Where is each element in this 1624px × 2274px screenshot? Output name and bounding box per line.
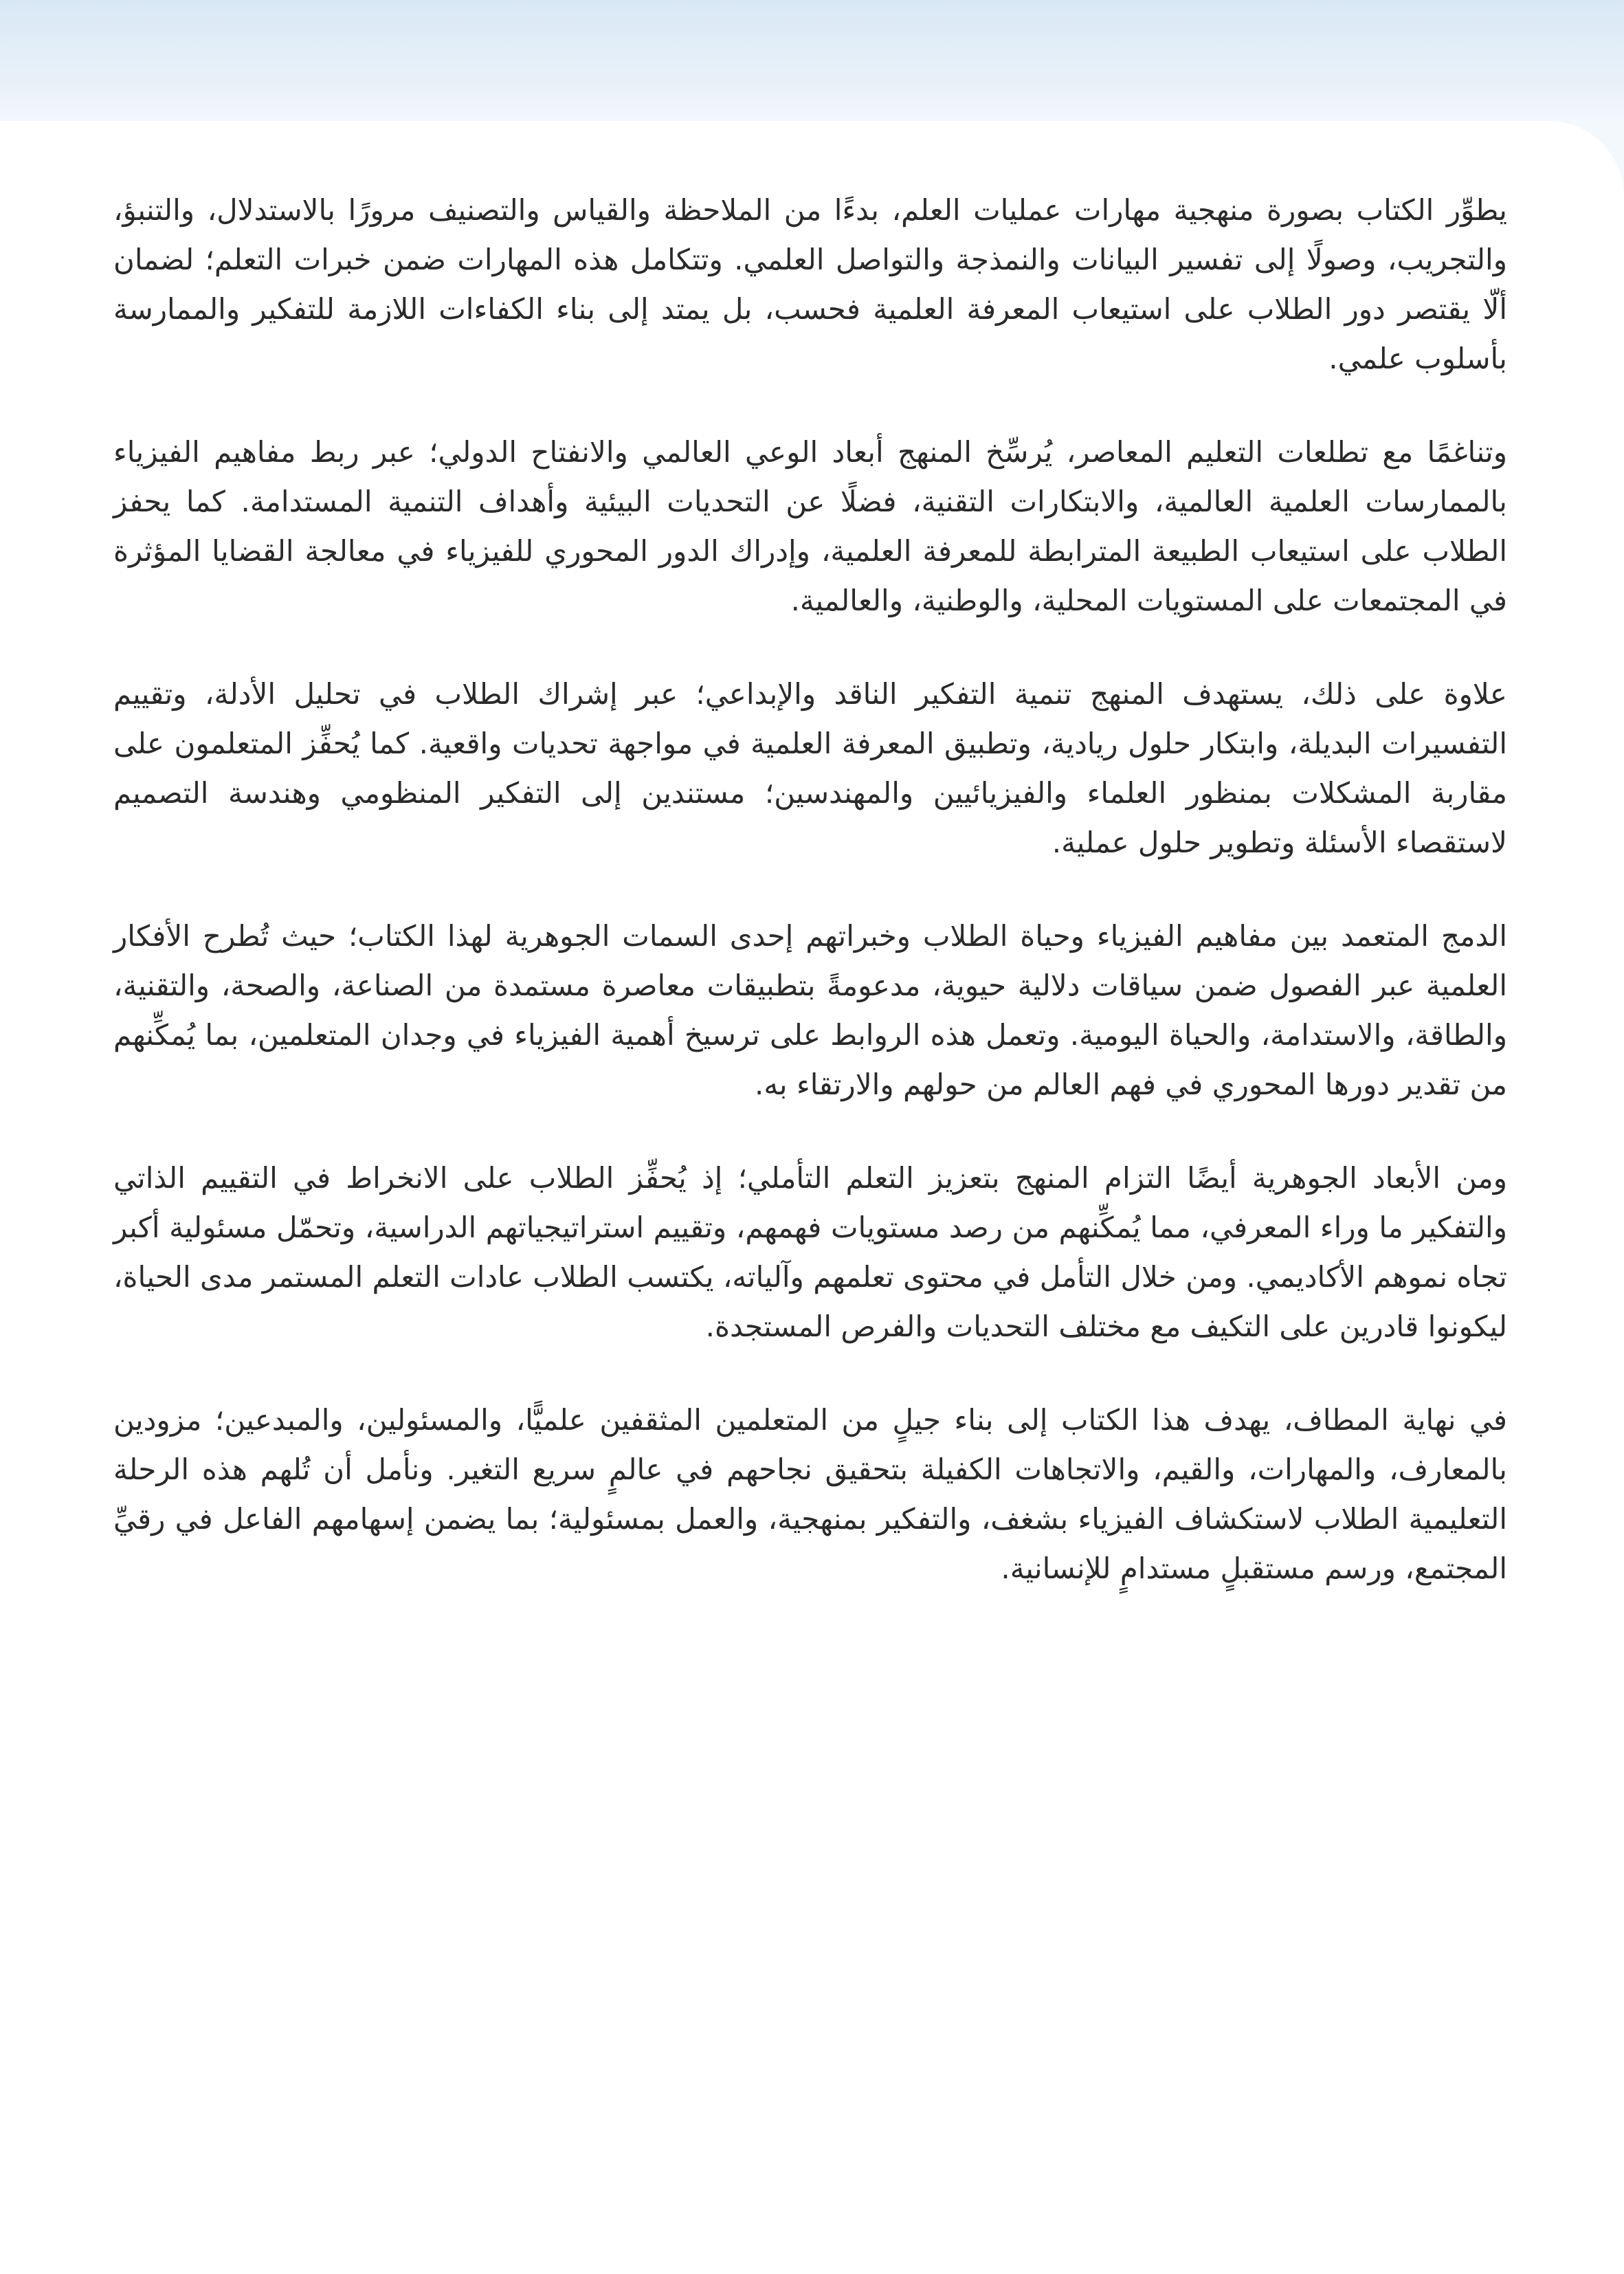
document-body xyxy=(113,186,1507,1637)
paragraph-4: الدمج المتعمد بين مفاهيم الفيزياء وحياة الطلاب وخبراتهم إحدى السمات الجوهرية لهذا الكتاب؛ حيث تُطرح الأفكار العلمية عبر الفصول ضمن سياقات دلالية حيوية، مدعومةً بتطبيقات معاصرة مستمدة من الصناعة، والصحة، والتقنية، والطاقة، والاستدامة، والحياة اليومية. وتعمل هذه الروابط على ترسيخ أهمية الفيزياء في وجدان المتعلمين، بما يُمكِّنهم من تقدير دورها المحوري في فهم العالم من حولهم والارتقاء به. xyxy=(113,919,1507,1101)
paragraph-6: في نهاية المطاف، يهدف هذا الكتاب إلى بناء جيلٍ من المتعلمين المثقفين علميًّا، والمسئولين، والمبدعين؛ مزودين بالمعارف، والمهارات، والقيم، والاتجاهات الكفيلة بتحقيق نجاحهم في عالمٍ سريع التغير. ونأمل أن تُلهم هذه الرحلة التعليمية الطلاب لاستكشاف الفيزياء بشغف، والتفكير بمنهجية، والعمل بمسئولية؛ بما يضمن إسهامهم الفاعل في رقيِّ المجتمع، ورسم مستقبلٍ مستدامٍ للإنسانية. xyxy=(113,1403,1507,1585)
paragraph-2: وتناغمًا مع تطلعات التعليم المعاصر، يُرسِّخ المنهج أبعاد الوعي العالمي والانفتاح الدولي؛ عبر ربط مفاهيم الفيزياء بالممارسات العلمية العالمية، والابتكارات التقنية، فضلًا عن التحديات البيئية وأهداف التنمية المستدامة. كما يحفز الطلاب على استيعاب الطبيعة المترابطة للمعرفة العلمية، وإدراك الدور المحوري للفيزياء في معالجة القضايا المؤثرة في المجتمعات على المستويات المحلية، والوطنية، والعالمية. xyxy=(113,435,1507,617)
paragraph-1: يطوِّر الكتاب بصورة منهجية مهارات عمليات العلم، بدءًا من الملاحظة والقياس والتصنيف مرورًا بالاستدلال، والتنبؤ، والتجريب، وصولًا إلى تفسير البيانات والنمذجة والتواصل العلمي. وتتكامل هذه المهارات ضمن خبرات التعلم؛ لضمان ألّا يقتصر دور الطلاب على استيعاب المعرفة العلمية فحسب، بل يمتد إلى بناء الكفاءات اللازمة للتفكير والممارسة بأسلوب علمي. xyxy=(113,193,1507,375)
paragraph-3: علاوة على ذلك، يستهدف المنهج تنمية التفكير الناقد والإبداعي؛ عبر إشراك الطلاب في تحليل الأدلة، وتقييم التفسيرات البديلة، وابتكار حلول ريادية، وتطبيق المعرفة العلمية في مواجهة تحديات واقعية. كما يُحفِّز المتعلمون على مقاربة المشكلات بمنظور العلماء والفيزيائيين والمهندسين؛ مستندين إلى التفكير المنظومي وهندسة التصميم لاستقصاء الأسئلة وتطوير حلول عملية. xyxy=(113,677,1507,859)
paragraph-5: ومن الأبعاد الجوهرية أيضًا التزام المنهج بتعزيز التعلم التأملي؛ إذ يُحفِّز الطلاب على الانخراط في التقييم الذاتي والتفكير ما وراء المعرفي، مما يُمكِّنهم من رصد مستويات فهمهم، وتقييم استراتيجياتهم الدراسية، وتحمّل مسئولية أكبر تجاه نموهم الأكاديمي. ومن خلال التأمل في محتوى تعلمهم وآلياته، يكتسب الطلاب عادات التعلم المستمر مدى الحياة، ليكونوا قادرين على التكيف مع مختلف التحديات والفرص المستجدة. xyxy=(113,1161,1507,1343)
